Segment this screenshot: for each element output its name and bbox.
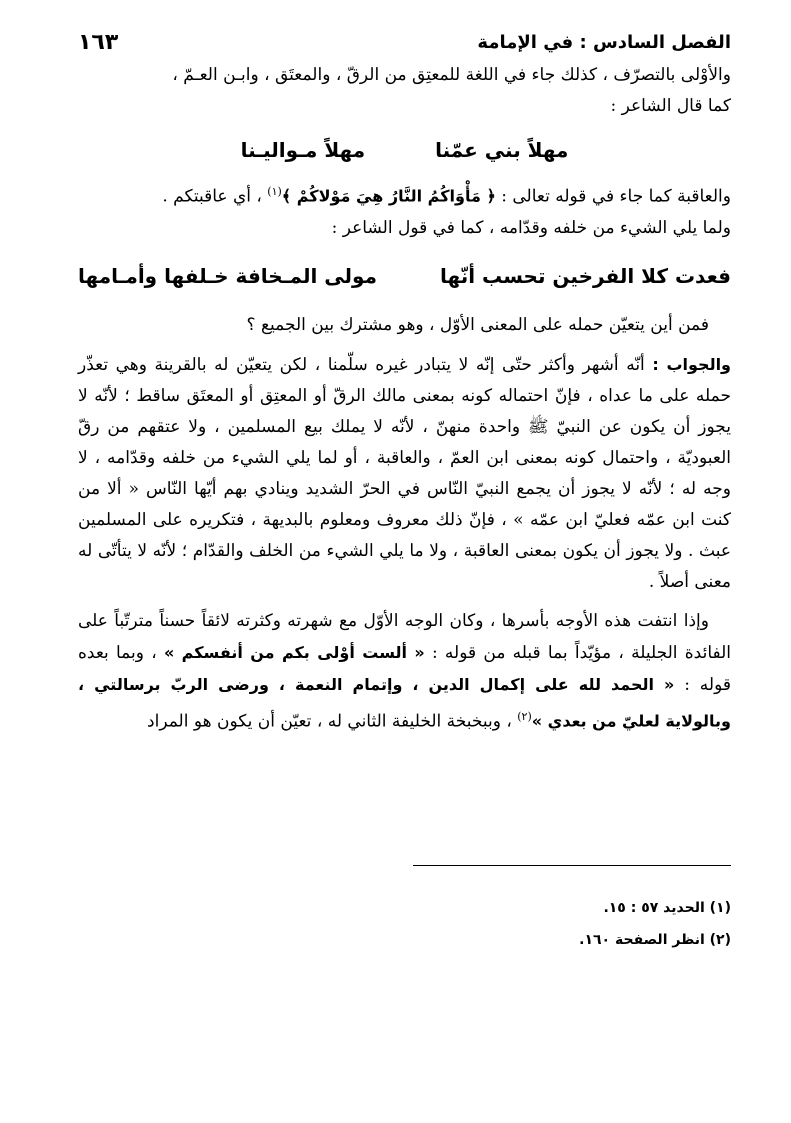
aqiba-text-after: ، أي عاقبتكم . — [162, 186, 268, 207]
footnote-1: (١) الحديد ٥٧ : ١٥. — [603, 900, 731, 916]
intro-line-2: كما قال الشاعر : — [610, 96, 731, 116]
intro-line-1: والأوْلى بالتصرّف ، كذلك جاء في اللغة للمعتِق من الرقّ ، والمعتَق ، وابـن العـمّ ، — [172, 65, 731, 85]
body-text — [78, 60, 731, 737]
conclusion-part-2: ، وبما بعده قوله : — [78, 642, 731, 695]
answer-paragraph — [78, 349, 731, 598]
conclusion-paragraph — [78, 606, 731, 738]
hadith-quote-2: « الحمد لله على إكمال الدين ، وإتمام النعمة ، ورضى الربّ برسالتي ، وبالولاية لعليّ من بعدي » — [78, 674, 731, 731]
hadith-quote-1: « ألست أوْلى بكم من أنفسكم » — [163, 642, 425, 662]
chapter-title: الفصل السادس : في الإمامة — [477, 31, 731, 53]
footnote-2: (٢) انظر الصفحة ١٦٠. — [579, 932, 731, 948]
poetry-verse-1 — [78, 130, 731, 170]
answer-text: أنّه أشهر وأكثر حتّى إنّه لا يتبادر غيره سلّمنا ، لكن يتعيّن له بالقرينة وهي تعذّر حمله على ما عداه ، فإنّ احتماله كونه بمعنى مالك الرقّ أو المعتِق أو المعتَق ساقط ؛ لأنّه لا يجوز أن يكون عن النبيّ ﷺ واحدة منهنّ ، لأنّه لا يملك بيع المسلمين ، ولا عتقهم من رقّ العبوديّة ، واحتمال كونه بمعنى ابن العمّ ، والعاقبة ، أو لما يلي الشيء من خلفه وقدّامه ، لا وجه له ؛ لأنّه لا يجوز أن يجمع النبيّ النّاس في الحرّ الشديد وينادي بهم أيّها النّاس « ألا من كنت ابن عمّه فعليّ ابن عمّه » ، فإنّ ذلك معروف ومعلوم بالبديهة ، فتكريره على المسلمين عبث . ولا يجوز أن يكون بمعنى العاقبة ، ولا ما يلي الشيء من الخلف والقدّام ؛ لأنّه لا يتأتّى له معنى أصلاً . — [78, 354, 731, 592]
conclusion-part-1: وإذا انتفت هذه الأوجه بأسرها ، وكان الوجه الأوّل مع شهرته وكثرته لائقاً حسناً مترتّباً على الفائدة الجليلة ، مؤيّداً بما قبله من قوله : — [78, 610, 731, 663]
footnotes — [78, 892, 731, 956]
yali-line: ولما يلي الشيء من خلفه وقدّامه ، كما في قول الشاعر : — [331, 217, 731, 238]
verse-1-hemistich-1: مهلاً بني عمّنا — [435, 138, 569, 162]
conclusion-part-3: ، وببخبخة الخليفة الثاني له ، تعيّن أن يكون هو المراد — [147, 711, 518, 732]
verse-2-hemistich-2: مولى المـخافة خـلفها وأمـامها — [78, 263, 377, 288]
page-number: ١٦٣ — [78, 29, 119, 55]
page-header — [78, 24, 731, 60]
verse-1-hemistich-2: مهلاً مـواليـنا — [240, 138, 366, 162]
poetry-verse-2 — [78, 256, 731, 296]
footnote-ref-1: (١) — [267, 185, 282, 198]
page — [78, 24, 731, 1123]
verse-2-hemistich-1: فعدت كلا الفرخين تحسب أنّها — [439, 263, 731, 288]
question-paragraph: فمن أين يتعيّن حمله على المعنى الأوّل ، وهو مشترك بين الجميع ؟ — [246, 314, 709, 335]
quran-quote: ﴿ مَأْوَاكُمُ النَّارُ هِيَ مَوْلاكُمْ ﴾ — [281, 186, 496, 206]
answer-label: والجواب : — [652, 354, 732, 374]
footnote-ref-2: (٢) — [517, 709, 532, 723]
footnote-separator — [413, 865, 731, 866]
aqiba-paragraph — [78, 176, 731, 213]
aqiba-text-before: والعاقبة كما جاء في قوله تعالى : — [495, 186, 731, 207]
